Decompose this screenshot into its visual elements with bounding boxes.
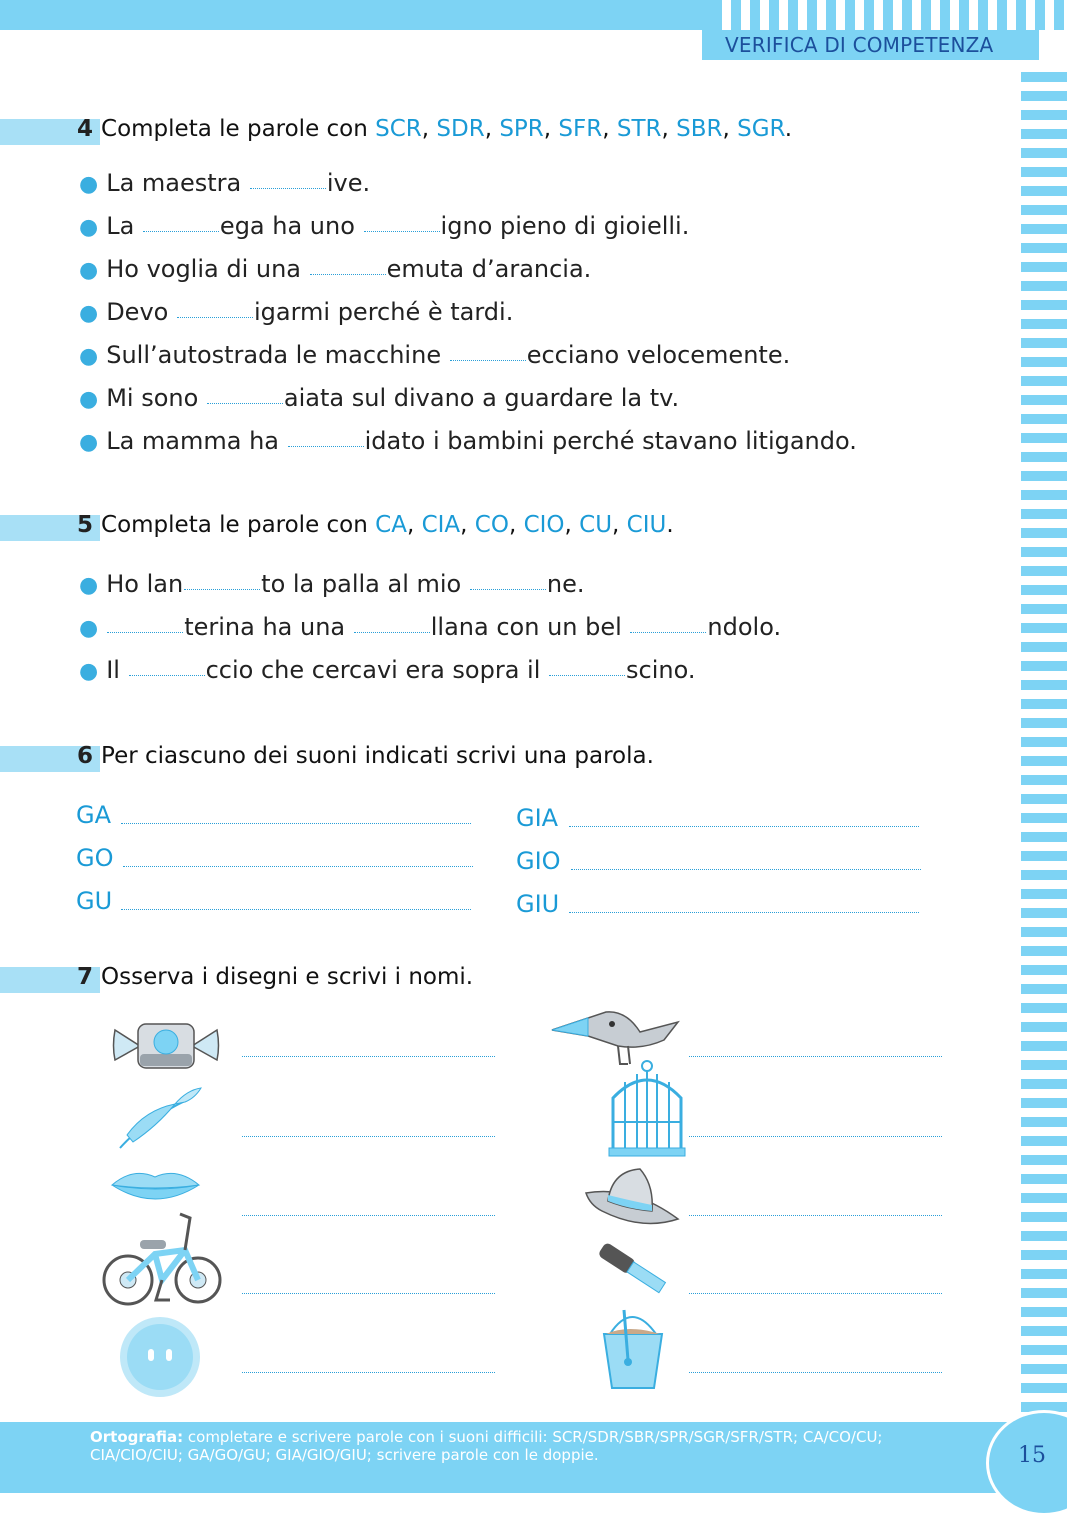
exercise-4-item: ● La maestra ive. (79, 169, 371, 197)
page-number: 15 (1018, 1443, 1046, 1468)
answer-line[interactable] (569, 912, 919, 913)
exercise-6-heading: 6 Per ciascuno dei suoni indicati scrivi una parola. (77, 743, 654, 769)
fill-blank[interactable] (354, 631, 430, 633)
answer-line[interactable] (121, 909, 471, 910)
exercise-5-item: ● terina ha una llana con un bel ndolo. (79, 613, 782, 641)
page-header-title: VERIFICA DI COMPETENZA (702, 30, 1039, 60)
sound-label: GIO (516, 847, 561, 875)
answer-line[interactable] (689, 1056, 942, 1057)
fill-blank[interactable] (549, 674, 625, 676)
sound-label: GIA (516, 804, 559, 832)
hat-icon (582, 1165, 682, 1231)
side-stripes (1021, 72, 1067, 1412)
answer-line[interactable] (242, 1293, 495, 1294)
exercise-7-heading: 7 Osserva i disegni e scrivi i nomi. (77, 964, 474, 990)
answer-line[interactable] (689, 1293, 942, 1294)
answer-line[interactable] (689, 1215, 942, 1216)
lips-icon (108, 1165, 203, 1207)
bicycle-icon (100, 1210, 225, 1308)
sound-label: GIU (516, 890, 560, 918)
fill-blank[interactable] (364, 230, 440, 232)
feather-quill-icon (115, 1080, 205, 1152)
file-tool-icon (592, 1240, 672, 1296)
exercise-4-heading: 4 Completa le parole con SCR, SDR, SPR, SFR, STR, SBR, SGR. (77, 116, 792, 142)
sound-label: GU (76, 887, 113, 915)
answer-line[interactable] (121, 823, 471, 824)
exercise-4-item: ● Devo igarmi perché è tardi. (79, 298, 514, 326)
sound-label: GA (76, 801, 112, 829)
answer-line[interactable] (689, 1136, 942, 1137)
fill-blank[interactable] (207, 402, 283, 404)
fill-blank[interactable] (310, 273, 386, 275)
answer-line[interactable] (689, 1372, 942, 1373)
top-stripes (712, 0, 1067, 30)
footer-note: Ortografia: completare e scrivere parole con i suoni difficili: SCR/SDR/SBR/SPR/SGR/SFR/STR; CA/CO/CU; CIA/CIO/CIU; GA/GO/GU; GIA/GIO/GIU; scrivere parole con le doppie. (90, 1428, 883, 1464)
answer-line[interactable] (123, 866, 473, 867)
answer-line[interactable] (242, 1056, 495, 1057)
bucket-icon (598, 1300, 668, 1392)
fill-blank[interactable] (470, 588, 546, 590)
fill-blank[interactable] (288, 445, 364, 447)
candy-icon (110, 1018, 222, 1074)
answer-line[interactable] (569, 826, 919, 827)
fill-blank[interactable] (107, 631, 183, 633)
exercise-4-item: ● Sull’autostrada le macchine ecciano velocemente. (79, 341, 791, 369)
exercise-number: 4 (77, 116, 94, 142)
exercise-4-item: ● La mamma ha idato i bambini perché stavano litigando. (79, 427, 857, 455)
answer-line[interactable] (571, 869, 921, 870)
birdcage-icon (605, 1060, 689, 1160)
exercise-5-heading: 5 Completa le parole con CA, CIA, CO, CIO, CU, CIU. (77, 512, 674, 538)
fill-blank[interactable] (450, 359, 526, 361)
fill-blank[interactable] (129, 674, 205, 676)
answer-line[interactable] (242, 1372, 495, 1373)
exercise-5-item: ● Il ccio che cercavi era sopra il scino. (79, 656, 696, 684)
exercise-4-item: ● Mi sono aiata sul divano a guardare la tv. (79, 384, 680, 412)
answer-line[interactable] (242, 1136, 495, 1137)
button-icon (118, 1316, 202, 1398)
fill-blank[interactable] (143, 230, 219, 232)
exercise-5-item: ● Ho lan to la palla al mio ne. (79, 570, 585, 598)
fill-blank[interactable] (630, 631, 706, 633)
exercise-4-item: ● Ho voglia di una emuta d’arancia. (79, 255, 592, 283)
exercise-number: 7 (77, 964, 94, 990)
sound-label: GO (76, 844, 114, 872)
fill-blank[interactable] (184, 588, 260, 590)
exercise-number: 6 (77, 743, 94, 769)
fill-blank[interactable] (177, 316, 253, 318)
fill-blank[interactable] (250, 187, 326, 189)
exercise-number: 5 (77, 512, 94, 538)
exercise-4-item: ● La ega ha uno igno pieno di gioielli. (79, 212, 690, 240)
answer-line[interactable] (242, 1215, 495, 1216)
